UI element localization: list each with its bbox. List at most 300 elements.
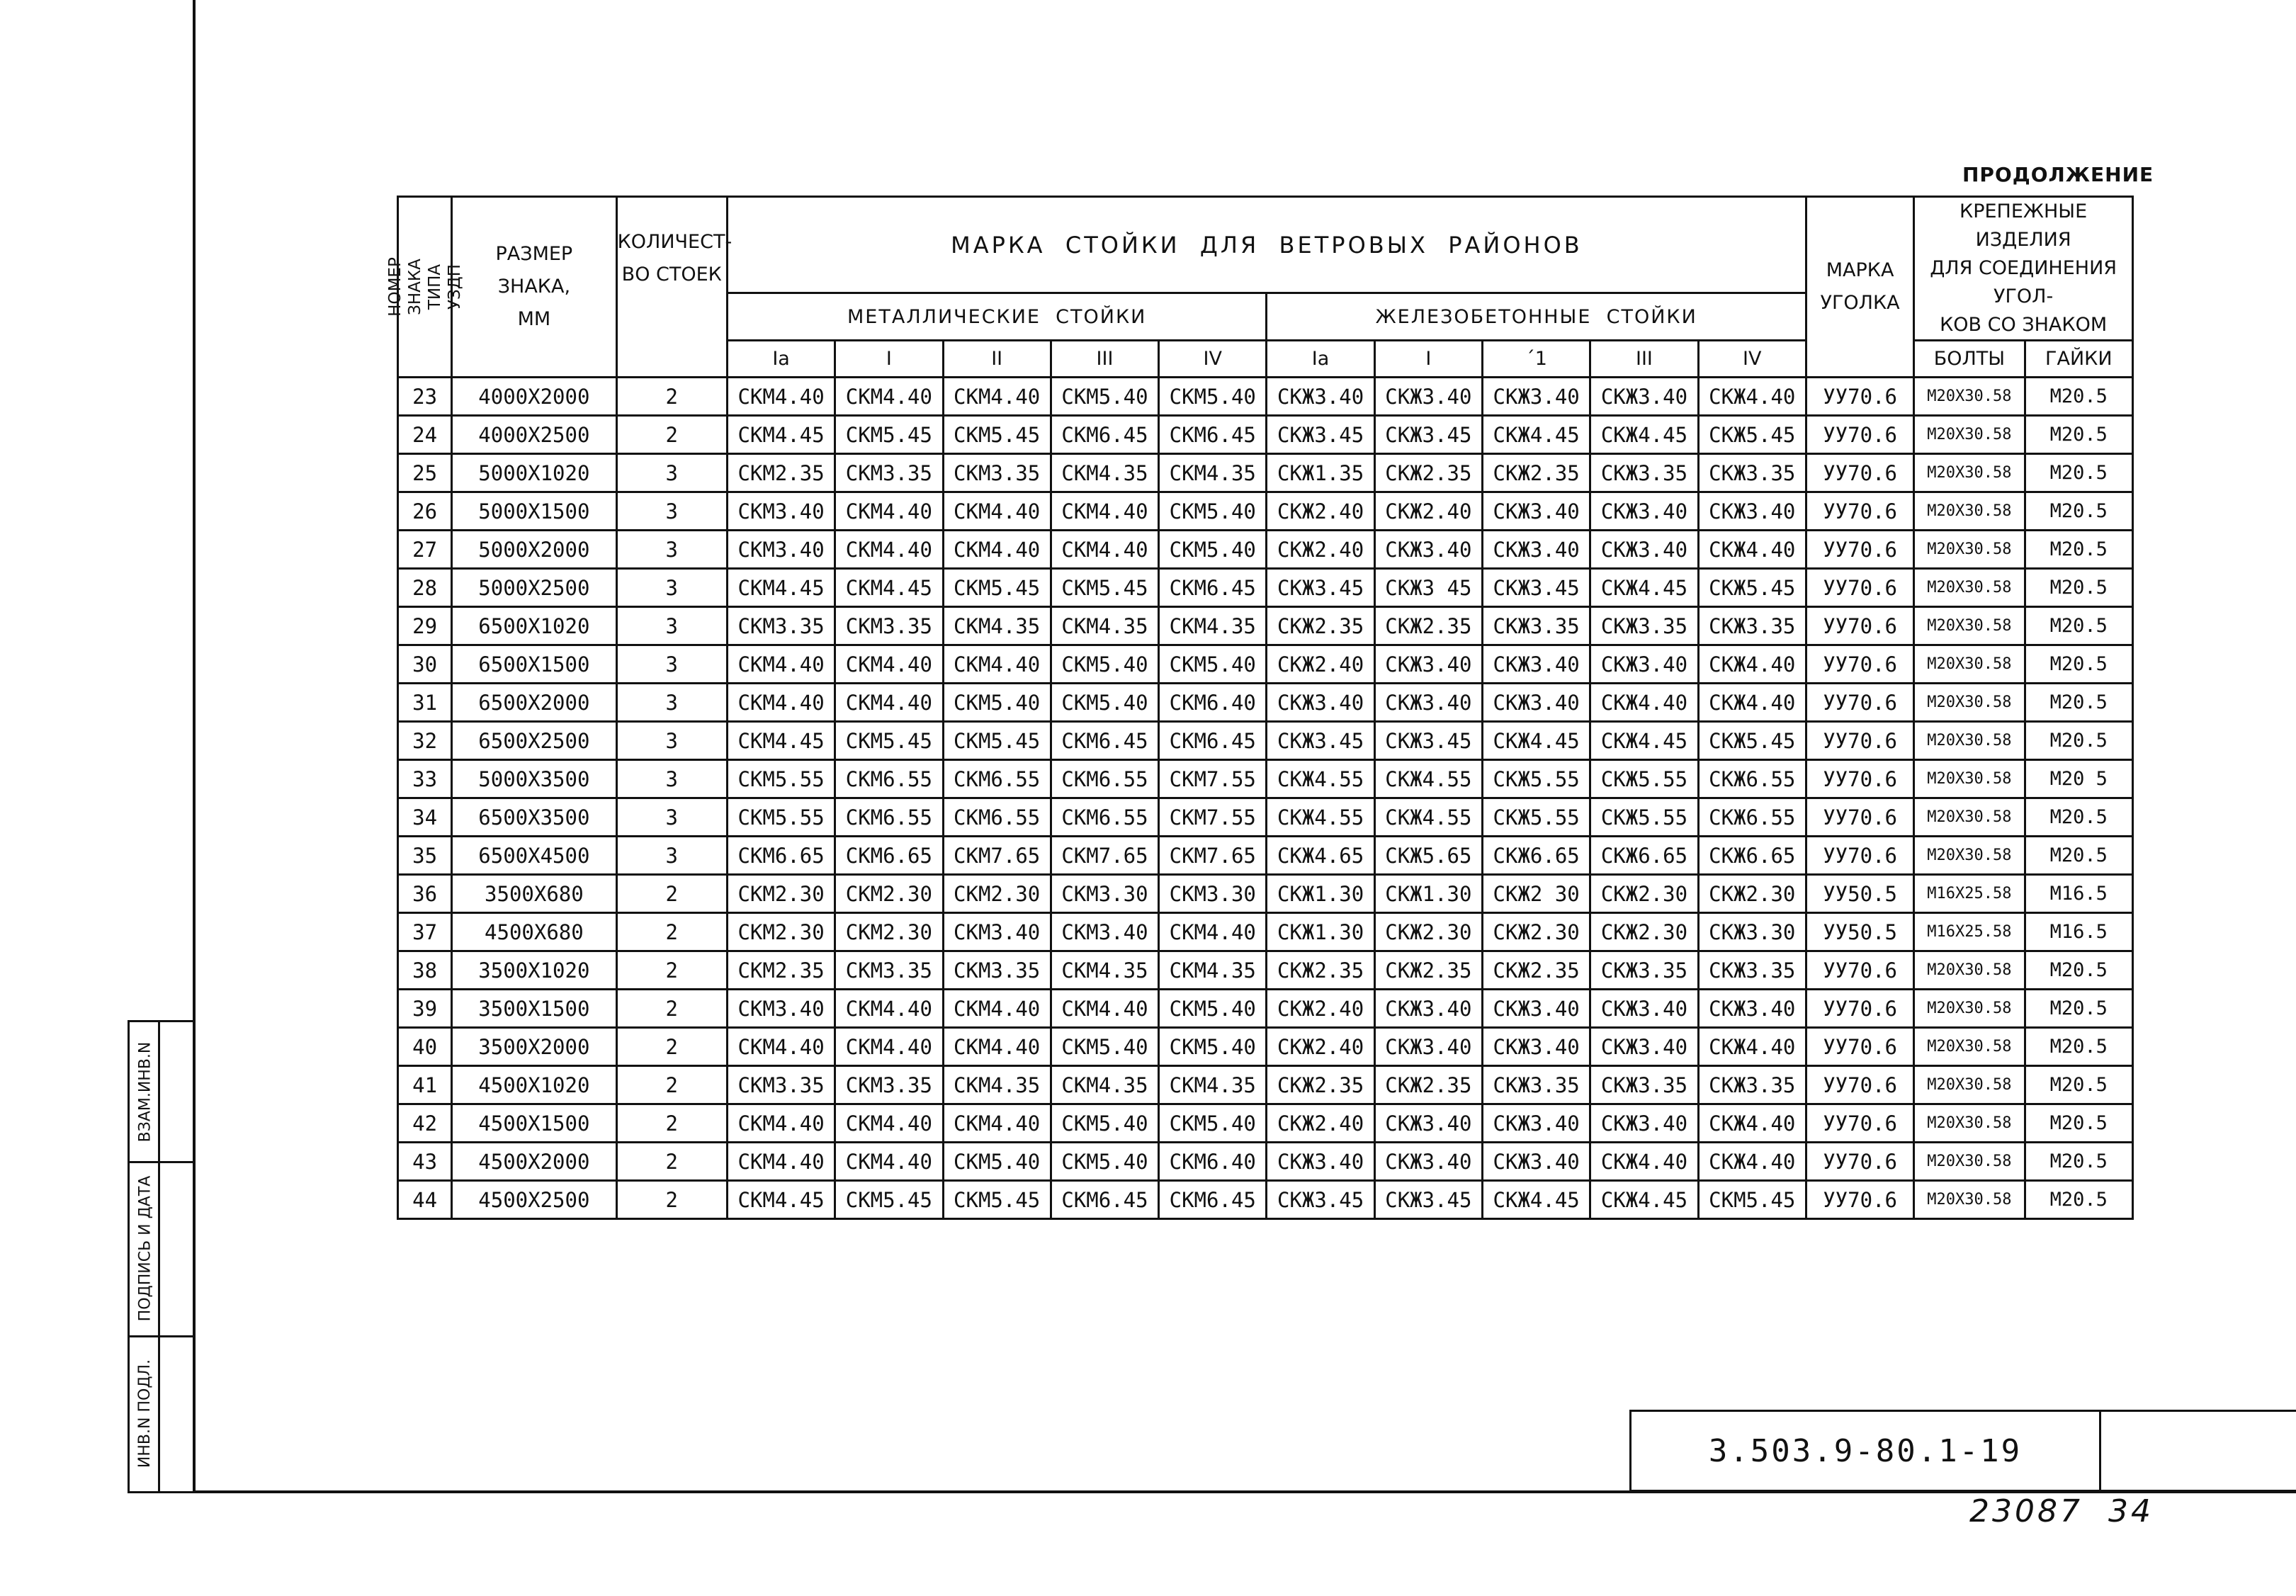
concrete-post-brand: СКЖ3.40 (1374, 531, 1482, 569)
concrete-post-brand: СКЖ2.40 (1267, 531, 1374, 569)
row-number: 39 (398, 990, 452, 1028)
metal-post-brand: СКМ3.35 (835, 607, 943, 645)
concrete-post-brand: СКЖ5.45 (1698, 569, 1806, 607)
metal-post-brand: СКМ3.40 (727, 531, 835, 569)
row-number: 33 (398, 760, 452, 798)
concrete-post-brand: СКЖ3.45 (1374, 1181, 1482, 1219)
post-count: 2 (616, 951, 727, 990)
metal-post-brand: СКМ4.35 (1051, 454, 1158, 492)
sign-size: 5000X2500 (452, 569, 616, 607)
metal-post-brand: СКМ4.35 (943, 1066, 1051, 1104)
metal-post-brand: СКМ5.45 (835, 722, 943, 760)
metal-post-brand: СКМ5.40 (1051, 1104, 1158, 1143)
metal-post-brand: СКМ4.40 (943, 1104, 1051, 1143)
nut-spec: М20.5 (2025, 492, 2132, 531)
concrete-post-brand: СКЖ2.30 (1590, 875, 1698, 913)
metal-post-brand: СКМ4.40 (943, 492, 1051, 531)
post-count: 2 (616, 913, 727, 951)
document-number: 3.503.9-80.1-19 (1631, 1412, 2101, 1490)
header-bolts: БОЛТЫ (1914, 341, 2025, 378)
metal-post-brand: СКМ4.45 (835, 569, 943, 607)
metal-post-brand: СКМ4.40 (835, 1104, 943, 1143)
metal-post-brand: СКМ4.35 (1051, 1066, 1158, 1104)
metal-post-brand: СКМ5.40 (1051, 378, 1158, 416)
concrete-post-brand: СКЖ2.40 (1267, 645, 1374, 684)
table-row (398, 531, 2133, 569)
metal-post-brand: СКМ4.40 (835, 1028, 943, 1066)
angle-brand: УУ70.6 (1806, 492, 1913, 531)
post-count: 3 (616, 798, 727, 837)
metal-post-brand: СКМ5.45 (835, 1181, 943, 1219)
concrete-post-brand: СКЖ3.40 (1590, 1028, 1698, 1066)
concrete-post-brand: СКЖ3.40 (1590, 990, 1698, 1028)
concrete-post-brand: СКЖ4.45 (1483, 1181, 1590, 1219)
metal-post-brand: СКМ2.30 (727, 913, 835, 951)
metal-post-brand: СКМ3.30 (1051, 875, 1158, 913)
concrete-post-brand: СКЖ3.40 (1698, 990, 1806, 1028)
sign-size: 4000X2000 (452, 378, 616, 416)
row-number: 31 (398, 684, 452, 722)
metal-post-brand: СКМ5.55 (727, 760, 835, 798)
metal-post-brand: СКМ6.45 (1051, 416, 1158, 454)
metal-post-brand: СКМ4.40 (1159, 913, 1267, 951)
metal-post-brand: СКМ6.65 (835, 837, 943, 875)
concrete-post-brand: СКЖ3.45 (1267, 416, 1374, 454)
concrete-post-brand: СКЖ4.55 (1374, 760, 1482, 798)
metal-post-brand: СКМ5.40 (943, 1143, 1051, 1181)
concrete-post-brand: СКЖ2.40 (1374, 492, 1482, 531)
concrete-post-brand: СКЖ2.30 (1483, 913, 1590, 951)
bolt-spec: М20Х30.58 (1914, 1143, 2025, 1181)
metal-post-brand: СКМ4.40 (943, 990, 1051, 1028)
concrete-post-brand: СКЖ5.45 (1698, 722, 1806, 760)
concrete-post-brand: СКЖ3.35 (1590, 454, 1698, 492)
sign-size: 4500X2500 (452, 1181, 616, 1219)
metal-post-brand: СКМ5.45 (943, 569, 1051, 607)
metal-post-brand: СКМ2.35 (727, 454, 835, 492)
metal-post-brand: СКМ2.35 (727, 951, 835, 990)
metal-post-brand: СКМ6.45 (1159, 1181, 1267, 1219)
concrete-post-brand: СКЖ3.35 (1698, 1066, 1806, 1104)
metal-post-brand: СКМ4.40 (727, 1028, 835, 1066)
concrete-post-brand: СКМ5.45 (1698, 1181, 1806, 1219)
concrete-post-brand: СКЖ4.45 (1590, 1181, 1698, 1219)
concrete-post-brand: СКЖ2.35 (1267, 1066, 1374, 1104)
metal-post-brand: СКМ3.35 (835, 1066, 943, 1104)
concrete-post-brand: СКЖ2.35 (1374, 454, 1482, 492)
concrete-post-brand: СКЖ1.30 (1374, 875, 1482, 913)
bolt-spec: М20Х30.58 (1914, 416, 2025, 454)
sign-size: 3500X1500 (452, 990, 616, 1028)
post-count: 3 (616, 454, 727, 492)
nut-spec: М20.5 (2025, 837, 2132, 875)
concrete-post-brand: СКЖ4.40 (1698, 378, 1806, 416)
row-number: 40 (398, 1028, 452, 1066)
metal-post-brand: СКМ4.35 (1051, 607, 1158, 645)
concrete-post-brand: СКЖ2.35 (1374, 1066, 1482, 1104)
table-row (398, 798, 2133, 837)
margin-stamp (128, 1020, 194, 1493)
concrete-post-brand: СКЖ3.40 (1590, 492, 1698, 531)
nut-spec: М20.5 (2025, 1104, 2132, 1143)
table-row (398, 1181, 2133, 1219)
concrete-post-brand: СКЖ5.55 (1590, 760, 1698, 798)
concrete-post-brand: СКЖ4.45 (1590, 569, 1698, 607)
table-row (398, 1104, 2133, 1143)
angle-brand: УУ70.6 (1806, 569, 1913, 607)
concrete-post-brand: СКЖ2.30 (1590, 913, 1698, 951)
metal-post-brand: СКМ6.55 (943, 760, 1051, 798)
table-row (398, 837, 2133, 875)
concrete-post-brand: СКЖ4.40 (1698, 684, 1806, 722)
metal-post-brand: СКМ5.40 (1159, 1028, 1267, 1066)
table-row (398, 875, 2133, 913)
concrete-post-brand: СКЖ1.30 (1267, 875, 1374, 913)
post-count: 3 (616, 645, 727, 684)
header-count: КОЛИЧЕСТ- ВО СТОЕК (616, 197, 727, 378)
sign-size: 4500X1500 (452, 1104, 616, 1143)
metal-post-brand: СКМ4.40 (943, 531, 1051, 569)
table-row (398, 1143, 2133, 1181)
metal-post-brand: СКМ5.40 (1159, 492, 1267, 531)
table-row (398, 454, 2133, 492)
metal-post-brand: СКМ4.40 (835, 1143, 943, 1181)
concrete-post-brand: СКЖ5.45 (1698, 416, 1806, 454)
metal-post-brand: СКМ4.45 (727, 569, 835, 607)
concrete-post-brand: СКЖ3.35 (1590, 951, 1698, 990)
nut-spec: М20.5 (2025, 951, 2132, 990)
post-count: 3 (616, 684, 727, 722)
bolt-spec: М20Х30.58 (1914, 760, 2025, 798)
concrete-post-brand: СКЖ3.40 (1590, 531, 1698, 569)
concrete-post-brand: СКЖ5.55 (1483, 760, 1590, 798)
metal-post-brand: СКМ3.35 (835, 454, 943, 492)
stamp-field-signature-date: ПОДПИСЬ И ДАТА (136, 1175, 154, 1321)
metal-post-brand: СКМ2.30 (835, 913, 943, 951)
metal-post-brand: СКМ4.45 (727, 1181, 835, 1219)
metal-post-brand: СКМ4.40 (835, 990, 943, 1028)
angle-brand: УУ70.6 (1806, 531, 1913, 569)
metal-post-brand: СКМ4.35 (1159, 1066, 1267, 1104)
concrete-post-brand: СКЖ3.40 (1267, 1143, 1374, 1181)
bolt-spec: М20Х30.58 (1914, 607, 2025, 645)
angle-brand: УУ70.6 (1806, 378, 1913, 416)
metal-post-brand: СКМ5.40 (1159, 645, 1267, 684)
concrete-post-brand: СКЖ3.40 (1590, 1104, 1698, 1143)
row-number: 38 (398, 951, 452, 990)
post-count: 3 (616, 531, 727, 569)
concrete-post-brand: СКЖ3.40 (1374, 378, 1482, 416)
concrete-post-brand: СКЖ1.30 (1267, 913, 1374, 951)
bolt-spec: М20Х30.58 (1914, 1066, 2025, 1104)
angle-brand: УУ70.6 (1806, 607, 1913, 645)
post-count: 3 (616, 492, 727, 531)
concrete-post-brand: СКЖ4.45 (1483, 416, 1590, 454)
row-number: 41 (398, 1066, 452, 1104)
concrete-post-brand: СКЖ2.40 (1267, 1104, 1374, 1143)
header-metal-posts: МЕТАЛЛИЧЕСКИЕ СТОЙКИ (727, 293, 1266, 341)
concrete-post-brand: СКЖ4.40 (1698, 1104, 1806, 1143)
concrete-post-brand: СКЖ6.65 (1698, 837, 1806, 875)
concrete-post-brand: СКЖ3.45 (1267, 1181, 1374, 1219)
concrete-post-brand: СКЖ3.40 (1483, 531, 1590, 569)
concrete-post-brand: СКЖ3.40 (1483, 990, 1590, 1028)
post-count: 2 (616, 990, 727, 1028)
metal-post-brand: СКМ4.40 (835, 684, 943, 722)
concrete-post-brand: СКЖ3.45 (1267, 722, 1374, 760)
concrete-post-brand: СКЖ3.35 (1483, 607, 1590, 645)
concrete-post-brand: СКЖ3.40 (1374, 684, 1482, 722)
table-row (398, 951, 2133, 990)
concrete-post-brand: СКЖ4.55 (1267, 760, 1374, 798)
metal-post-brand: СКМ2.30 (727, 875, 835, 913)
post-count: 2 (616, 1028, 727, 1066)
concrete-post-brand: СКЖ3.30 (1698, 913, 1806, 951)
metal-post-brand: СКМ6.55 (1051, 798, 1158, 837)
post-count: 2 (616, 1181, 727, 1219)
metal-post-brand: СКМ5.40 (1159, 990, 1267, 1028)
metal-post-brand: СКМ6.55 (835, 798, 943, 837)
concrete-post-brand: СКЖ2.35 (1267, 951, 1374, 990)
bolt-spec: М20Х30.58 (1914, 1181, 2025, 1219)
concrete-post-brand: СКЖ2.35 (1483, 454, 1590, 492)
concrete-post-brand: СКЖ3.40 (1267, 684, 1374, 722)
post-count: 2 (616, 416, 727, 454)
sign-size: 5000X1500 (452, 492, 616, 531)
metal-post-brand: СКМ5.40 (1159, 378, 1267, 416)
metal-post-brand: СКМ6.55 (835, 760, 943, 798)
concrete-post-brand: СКЖ3.40 (1483, 1104, 1590, 1143)
sign-size: 4500X680 (452, 913, 616, 951)
angle-brand: УУ70.6 (1806, 1181, 1913, 1219)
row-number: 30 (398, 645, 452, 684)
metal-post-brand: СКМ3.35 (727, 607, 835, 645)
metal-post-brand: СКМ5.45 (943, 722, 1051, 760)
table-row (398, 913, 2133, 951)
metal-post-brand: СКМ2.30 (943, 875, 1051, 913)
table-row (398, 684, 2133, 722)
concrete-post-brand: СКЖ3.35 (1483, 1066, 1590, 1104)
metal-post-brand: СКМ4.45 (727, 722, 835, 760)
header-fasteners: КРЕПЕЖНЫЕ ИЗДЕЛИЯ ДЛЯ СОЕДИНЕНИЯ УГОЛ- КОВ СО ЗНАКОМ (1914, 197, 2133, 341)
metal-post-brand: СКМ5.55 (727, 798, 835, 837)
row-number: 36 (398, 875, 452, 913)
metal-post-brand: СКМ5.45 (1051, 569, 1158, 607)
concrete-post-brand: СКЖ2.35 (1483, 951, 1590, 990)
angle-brand: УУ70.6 (1806, 1143, 1913, 1181)
concrete-post-brand: СКЖ4.55 (1267, 798, 1374, 837)
sign-size: 6500X2000 (452, 684, 616, 722)
metal-post-brand: СКМ7.65 (1159, 837, 1267, 875)
concrete-post-brand: СКЖ3.40 (1590, 378, 1698, 416)
row-number: 24 (398, 416, 452, 454)
metal-post-brand: СКМ5.40 (1159, 1104, 1267, 1143)
post-count: 2 (616, 1104, 727, 1143)
stamp-field-original-inv: ИНВ.N ПОДЛ. (136, 1359, 154, 1468)
concrete-post-brand: СКЖ2.30 (1374, 913, 1482, 951)
table-row (398, 645, 2133, 684)
concrete-post-brand: СКЖ5.65 (1374, 837, 1482, 875)
row-number: 25 (398, 454, 452, 492)
angle-brand: УУ70.6 (1806, 1066, 1913, 1104)
concrete-post-brand: СКЖ4.40 (1590, 1143, 1698, 1181)
angle-brand: УУ70.6 (1806, 1104, 1913, 1143)
metal-post-brand: СКМ7.65 (943, 837, 1051, 875)
metal-post-brand: СКМ4.40 (1051, 990, 1158, 1028)
continuation-label: ПРОДОЛЖЕНИЕ (1962, 163, 2154, 186)
post-count: 3 (616, 760, 727, 798)
metal-post-brand: СКМ4.40 (835, 378, 943, 416)
angle-brand: УУ50.5 (1806, 875, 1913, 913)
angle-brand: УУ70.6 (1806, 645, 1913, 684)
concrete-post-brand: СКЖ3.40 (1590, 645, 1698, 684)
concrete-post-brand: СКЖ3.45 (1483, 569, 1590, 607)
nut-spec: М20.5 (2025, 454, 2132, 492)
concrete-post-brand: СКЖ3 45 (1374, 569, 1482, 607)
metal-post-brand: СКМ4.40 (835, 531, 943, 569)
nut-spec: М20.5 (2025, 798, 2132, 837)
sign-size: 3500X680 (452, 875, 616, 913)
metal-post-brand: СКМ3.35 (943, 454, 1051, 492)
concrete-post-brand: СКЖ3.35 (1698, 454, 1806, 492)
row-number: 42 (398, 1104, 452, 1143)
row-number: 26 (398, 492, 452, 531)
concrete-post-brand: СКЖ2.30 (1698, 875, 1806, 913)
header-post-brand: МАРКА СТОЙКИ ДЛЯ ВЕТРОВЫХ РАЙОНОВ (727, 197, 1806, 293)
nut-spec: М20.5 (2025, 1181, 2132, 1219)
metal-post-brand: СКМ3.40 (1051, 913, 1158, 951)
metal-post-brand: СКМ5.40 (1051, 645, 1158, 684)
metal-post-brand: СКМ3.35 (943, 951, 1051, 990)
header-region: I (835, 341, 943, 378)
title-block (1629, 1410, 2296, 1492)
concrete-post-brand: СКЖ3.40 (1374, 1143, 1482, 1181)
concrete-post-brand: СКЖ4.45 (1483, 722, 1590, 760)
bolt-spec: М20Х30.58 (1914, 454, 2025, 492)
concrete-post-brand: СКЖ3.40 (1698, 492, 1806, 531)
metal-post-brand: СКМ5.45 (943, 1181, 1051, 1219)
angle-brand: УУ70.6 (1806, 1028, 1913, 1066)
row-number: 44 (398, 1181, 452, 1219)
row-number: 34 (398, 798, 452, 837)
table-row (398, 990, 2133, 1028)
concrete-post-brand: СКЖ3.45 (1267, 569, 1374, 607)
header-region: IV (1159, 341, 1267, 378)
nut-spec: М16.5 (2025, 875, 2132, 913)
metal-post-brand: СКМ5.40 (943, 684, 1051, 722)
bolt-spec: М20Х30.58 (1914, 569, 2025, 607)
bolt-spec: М20Х30.58 (1914, 951, 2025, 990)
metal-post-brand: СКМ4.40 (727, 378, 835, 416)
concrete-post-brand: СКЖ3.45 (1374, 722, 1482, 760)
metal-post-brand: СКМ4.35 (943, 607, 1051, 645)
metal-post-brand: СКМ4.40 (1051, 492, 1158, 531)
metal-post-brand: СКМ2.30 (835, 875, 943, 913)
header-nuts: ГАЙКИ (2025, 341, 2132, 378)
metal-post-brand: СКМ7.55 (1159, 760, 1267, 798)
metal-post-brand: СКМ4.35 (1159, 951, 1267, 990)
sign-size: 6500X1020 (452, 607, 616, 645)
header-size: РАЗМЕР ЗНАКА, ММ (452, 197, 616, 378)
metal-post-brand: СКМ4.40 (943, 1028, 1051, 1066)
metal-post-brand: СКМ3.40 (727, 990, 835, 1028)
bolt-spec: М20Х30.58 (1914, 645, 2025, 684)
bolt-spec: М20Х30.58 (1914, 722, 2025, 760)
post-count: 3 (616, 569, 727, 607)
concrete-post-brand: СКЖ2.35 (1374, 607, 1482, 645)
concrete-post-brand: СКЖ6.65 (1590, 837, 1698, 875)
row-number: 43 (398, 1143, 452, 1181)
sign-size: 4500X2000 (452, 1143, 616, 1181)
concrete-post-brand: СКЖ3.40 (1483, 684, 1590, 722)
metal-post-brand: СКМ3.35 (727, 1066, 835, 1104)
metal-post-brand: СКМ4.40 (835, 492, 943, 531)
row-number: 27 (398, 531, 452, 569)
bolt-spec: М20Х30.58 (1914, 1104, 2025, 1143)
sign-size: 6500X4500 (452, 837, 616, 875)
bolt-spec: М20Х30.58 (1914, 684, 2025, 722)
metal-post-brand: СКМ6.40 (1159, 684, 1267, 722)
angle-brand: УУ70.6 (1806, 990, 1913, 1028)
concrete-post-brand: СКЖ4.40 (1698, 1028, 1806, 1066)
metal-post-brand: СКМ6.65 (727, 837, 835, 875)
concrete-post-brand: СКЖ3.40 (1483, 492, 1590, 531)
header-region: II (943, 341, 1051, 378)
row-number: 29 (398, 607, 452, 645)
sign-size: 6500X3500 (452, 798, 616, 837)
angle-brand: УУ50.5 (1806, 913, 1913, 951)
angle-brand: УУ70.6 (1806, 951, 1913, 990)
metal-post-brand: СКМ4.35 (1051, 951, 1158, 990)
metal-post-brand: СКМ3.40 (727, 492, 835, 531)
sign-size: 6500X2500 (452, 722, 616, 760)
concrete-post-brand: СКЖ3.45 (1374, 416, 1482, 454)
concrete-post-brand: СКЖ3.35 (1698, 951, 1806, 990)
metal-post-brand: СКМ4.35 (1159, 454, 1267, 492)
metal-post-brand: СКМ6.45 (1051, 722, 1158, 760)
angle-brand: УУ70.6 (1806, 798, 1913, 837)
bolt-spec: М20Х30.58 (1914, 837, 2025, 875)
table-row (398, 569, 2133, 607)
bolt-spec: М20Х30.58 (1914, 531, 2025, 569)
metal-post-brand: СКМ5.40 (1051, 1143, 1158, 1181)
metal-post-brand: СКМ4.40 (727, 684, 835, 722)
angle-brand: УУ70.6 (1806, 454, 1913, 492)
concrete-post-brand: СКЖ4.65 (1267, 837, 1374, 875)
row-number: 32 (398, 722, 452, 760)
concrete-post-brand: СКЖ3.40 (1483, 1028, 1590, 1066)
header-node-type: НОМЕР ЗНАКА ТИПА УЗДП (398, 197, 452, 378)
concrete-post-brand: СКЖ2.40 (1267, 492, 1374, 531)
post-count: 2 (616, 1066, 727, 1104)
sign-size: 5000X3500 (452, 760, 616, 798)
table-row (398, 607, 2133, 645)
concrete-post-brand: СКЖ3.40 (1374, 1028, 1482, 1066)
metal-post-brand: СКМ4.35 (1159, 607, 1267, 645)
post-count: 2 (616, 378, 727, 416)
row-number: 28 (398, 569, 452, 607)
bolt-spec: М20Х30.58 (1914, 378, 2025, 416)
nut-spec: М20.5 (2025, 684, 2132, 722)
nut-spec: М16.5 (2025, 913, 2132, 951)
concrete-post-brand: СКЖ4.45 (1590, 722, 1698, 760)
bolt-spec: М16Х25.58 (1914, 913, 2025, 951)
row-number: 37 (398, 913, 452, 951)
metal-post-brand: СКМ4.40 (1051, 531, 1158, 569)
metal-post-brand: СКМ6.45 (1159, 722, 1267, 760)
concrete-post-brand: СКЖ4.55 (1374, 798, 1482, 837)
specification-table (385, 196, 2134, 1220)
